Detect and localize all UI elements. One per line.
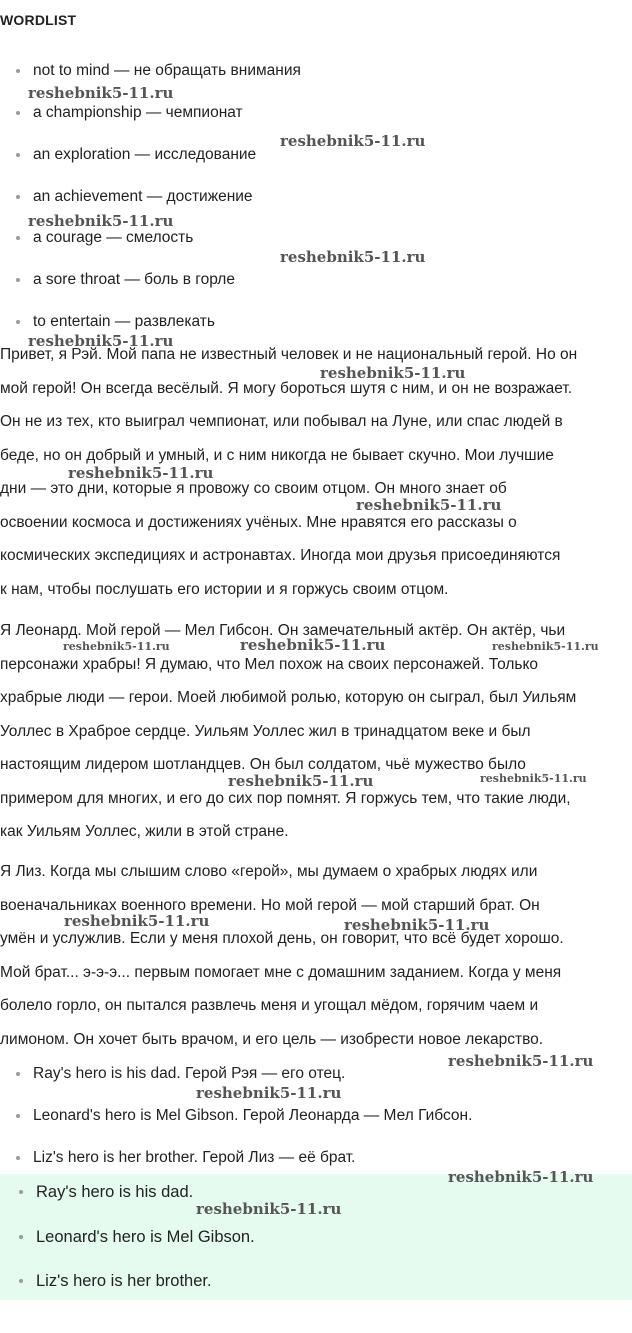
text-paragraph-liz (0, 855, 632, 1056)
watermark: reshebnik5-11.ru (344, 916, 490, 934)
list-item: a sore throat — боль в горле (33, 271, 235, 288)
watermark: reshebnik5-11.ru (196, 1200, 342, 1218)
wordlist-title: WORDLIST (0, 12, 77, 28)
list-item: an exploration — исследование (33, 146, 257, 163)
text-line: освоении космоса и достижениях учёных. Мне нравятся его рассказы о (0, 513, 517, 531)
watermark: reshebnik5-11.ru (68, 464, 214, 482)
text-line: примером для многих, и его до сих пор помнят. Я горжусь тем, что такие люди, (0, 789, 571, 807)
list-item: Ray's hero is his dad. Герой Рэя — его отец. (33, 1065, 346, 1082)
list-item: to entertain — развлекать (33, 313, 215, 330)
watermark: reshebnik5-11.ru (448, 1052, 594, 1070)
watermark: reshebnik5-11.ru (492, 640, 599, 653)
text-line: как Уильям Уоллес, жили в этой стране. (0, 823, 289, 840)
watermark: reshebnik5-11.ru (280, 132, 426, 150)
text-line: умён и услужлив. Если у меня плохой день, он говорит, что всё будет хорошо. (0, 930, 564, 947)
text-line: болело горло, он пытался развлечь меня и угощал мёдом, горячим чаем и (0, 997, 539, 1014)
text-line: Привет, я Рэй. Мой папа не известный человек и не национальный герой. Но он (0, 346, 578, 363)
text-line: военачальниках военного времени. Но мой герой — мой старший брат. Он (0, 896, 540, 914)
text-line: к нам, чтобы послушать его истории и я горжусь своим отцом. (0, 580, 449, 598)
text-line: Мой брат... э-э-э... первым помогает мне с домашним заданием. Когда у меня (0, 963, 562, 981)
text-line: настоящим лидером шотландцев. Он был солдатом, чьё мужество было (0, 756, 526, 773)
list-item: Ray's hero is his dad. (36, 1183, 194, 1201)
watermark: reshebnik5-11.ru (28, 212, 174, 230)
list-item: an achievement — достижение (33, 188, 253, 205)
list-item: Liz's hero is her brother. (36, 1272, 212, 1290)
watermark: reshebnik5-11.ru (64, 912, 210, 930)
text-line: Я Леонард. Мой герой — Мел Гибсон. Он замечательный актёр. Он актёр, чьи (0, 622, 566, 639)
watermark: reshebnik5-11.ru (356, 496, 502, 514)
text-line: лимоном. Он хочет быть врачом, и его цель — изобрести новое лекарство. (0, 1030, 544, 1048)
watermark: reshebnik5-11.ru (196, 1084, 342, 1102)
text-line: Я Лиз. Когда мы слышим слово «герой», мы думаем о храбрых людях или (0, 863, 538, 880)
text-line: дни — это дни, которые я провожу со своим отцом. Он много знает об (0, 480, 507, 497)
list-item: Leonard's hero is Mel Gibson. Герой Леонарда — Мел Гибсон. (33, 1107, 473, 1124)
text-line: беде, но он добрый и умный, и с ним никогда не бывает скучно. Мои лучшие (0, 446, 554, 464)
list-item: a courage — смелость (33, 229, 194, 246)
text-line: Уоллес в Храброе сердце. Уильям Уоллес жил в тринадцатом веке и был (0, 722, 531, 740)
watermark: reshebnik5-11.ru (280, 248, 426, 266)
text-line: мой герой! Он всегда весёлый. Я могу бороться шутя с ним, и он не возражает. (0, 379, 573, 397)
watermark: reshebnik5-11.ru (28, 84, 174, 102)
watermark: reshebnik5-11.ru (228, 772, 374, 790)
list-item: Liz's hero is her brother. Герой Лиз — её брат. (33, 1149, 356, 1166)
watermark: reshebnik5-11.ru (320, 364, 466, 382)
text-line: храбрые люди — герои. Моей любимой ролью, которую он сыграл, был Уильям (0, 689, 577, 706)
watermark: reshebnik5-11.ru (480, 772, 587, 785)
list-item: not to mind — не обращать внимания (33, 62, 301, 79)
list-item: Leonard's hero is Mel Gibson. (36, 1228, 255, 1246)
text-line: Он не из тех, кто выиграл чемпионат, или побывал на Луне, или спас людей в (0, 413, 563, 430)
watermark: reshebnik5-11.ru (448, 1168, 594, 1186)
text-line: персонажи храбры! Я думаю, что Мел похож на своих персонажей. Только (0, 655, 539, 673)
list-item: a championship — чемпионат (33, 104, 243, 121)
watermark: reshebnik5-11.ru (63, 640, 170, 653)
watermark: reshebnik5-11.ru (28, 332, 174, 350)
watermark: reshebnik5-11.ru (240, 636, 386, 654)
text-line: космических экспедициях и астронавтах. Иногда мои друзья присоединяются (0, 547, 561, 564)
